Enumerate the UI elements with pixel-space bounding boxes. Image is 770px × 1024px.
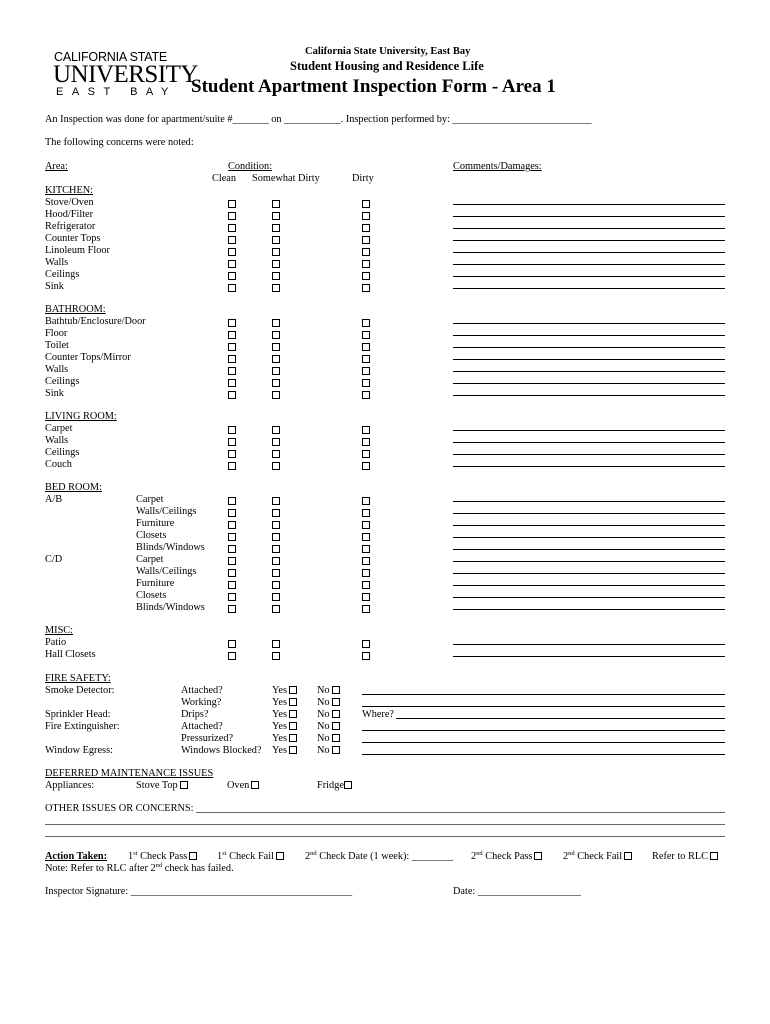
comment-line[interactable] xyxy=(453,609,725,610)
bathroom-item: Ceilings xyxy=(45,376,80,387)
comment-line[interactable] xyxy=(453,525,725,526)
condition-checkbox[interactable] xyxy=(362,652,370,660)
refer-to-rlc: Refer to RLC xyxy=(652,851,718,862)
no-option: No xyxy=(317,733,340,744)
condition-checkbox[interactable] xyxy=(272,284,280,292)
window-egress-label: Window Egress: xyxy=(45,745,113,756)
condition-header: Condition: xyxy=(228,161,273,172)
living-room-item: Walls xyxy=(45,435,69,446)
other-issues-line[interactable] xyxy=(196,812,725,813)
comment-line[interactable] xyxy=(453,240,725,241)
condition-checkbox[interactable] xyxy=(228,284,236,292)
comment-line[interactable] xyxy=(453,585,725,586)
bathroom-title: BATHROOM: xyxy=(45,304,106,315)
bedroom-cd-label: C/D xyxy=(45,554,63,565)
condition-checkbox[interactable] xyxy=(272,652,280,660)
condition-checkbox[interactable] xyxy=(362,533,370,541)
living-room-item: Ceilings xyxy=(45,447,80,458)
no-option: No xyxy=(317,685,340,696)
condition-checkbox[interactable] xyxy=(272,260,280,268)
comments-header: Comments/Damages: xyxy=(453,161,542,172)
condition-checkbox[interactable] xyxy=(362,331,370,339)
condition-checkbox[interactable] xyxy=(272,367,280,375)
misc-item: Patio xyxy=(45,637,67,648)
condition-checkbox[interactable] xyxy=(362,581,370,589)
no-option: No xyxy=(317,697,340,708)
fire-question: Attached? xyxy=(181,721,223,732)
where-label: Where? xyxy=(362,709,395,720)
yes-option: Yes xyxy=(272,745,297,756)
condition-checkbox[interactable] xyxy=(272,236,280,244)
yes-checkbox[interactable] xyxy=(289,722,297,730)
yes-checkbox[interactable] xyxy=(289,686,297,694)
bathroom-item: Bathtub/Enclosure/Door xyxy=(45,316,146,327)
bedroom-title: BED ROOM: xyxy=(45,482,102,493)
condition-checkbox[interactable] xyxy=(362,224,370,232)
bathroom-item: Walls xyxy=(45,364,69,375)
no-checkbox[interactable] xyxy=(332,746,340,754)
stove-top-checkbox[interactable] xyxy=(180,781,188,789)
condition-checkbox[interactable] xyxy=(228,509,236,517)
logo-line-3: EAST BAY xyxy=(56,86,177,98)
bathroom-item: Floor xyxy=(45,328,68,339)
second-pass-checkbox[interactable] xyxy=(534,852,542,860)
condition-checkbox[interactable] xyxy=(228,355,236,363)
fire-question: Windows Blocked? xyxy=(181,745,262,756)
condition-checkbox[interactable] xyxy=(272,581,280,589)
condition-checkbox[interactable] xyxy=(272,355,280,363)
condition-checkbox[interactable] xyxy=(228,652,236,660)
bedroom-ab-label: A/B xyxy=(45,494,63,505)
fire-comment-line[interactable] xyxy=(396,718,725,719)
living-room-item: Carpet xyxy=(45,423,73,434)
comment-line[interactable] xyxy=(453,442,725,443)
kitchen-item: Stove/Oven xyxy=(45,197,94,208)
comment-line[interactable] xyxy=(453,347,725,348)
no-checkbox[interactable] xyxy=(332,734,340,742)
fridge-option: Fridge xyxy=(317,780,352,791)
second-check-pass: 2nd Check Pass xyxy=(471,851,542,862)
kitchen-item: Sink xyxy=(45,281,64,292)
condition-checkbox[interactable] xyxy=(362,462,370,470)
yes-option: Yes xyxy=(272,697,297,708)
other-issues-line[interactable] xyxy=(45,824,725,825)
condition-checkbox[interactable] xyxy=(272,593,280,601)
condition-checkbox[interactable] xyxy=(272,557,280,565)
inspector-signature[interactable]: Inspector Signature: ___________________________________________ xyxy=(45,886,353,897)
kitchen-item: Linoleum Floor xyxy=(45,245,110,256)
comment-line[interactable] xyxy=(453,466,725,467)
yes-checkbox[interactable] xyxy=(289,710,297,718)
condition-checkbox[interactable] xyxy=(272,438,280,446)
kitchen-item: Hood/Filter xyxy=(45,209,94,220)
bedroom-item: Closets xyxy=(136,530,167,541)
condition-checkbox[interactable] xyxy=(228,640,236,648)
condition-checkbox[interactable] xyxy=(362,391,370,399)
condition-checkbox[interactable] xyxy=(362,545,370,553)
condition-checkbox[interactable] xyxy=(272,521,280,529)
comment-line[interactable] xyxy=(453,561,725,562)
condition-checkbox[interactable] xyxy=(228,605,236,613)
condition-checkbox[interactable] xyxy=(362,343,370,351)
condition-checkbox[interactable] xyxy=(272,426,280,434)
condition-checkbox[interactable] xyxy=(228,569,236,577)
condition-checkbox[interactable] xyxy=(362,272,370,280)
condition-checkbox[interactable] xyxy=(272,509,280,517)
condition-checkbox[interactable] xyxy=(228,581,236,589)
yes-checkbox[interactable] xyxy=(289,746,297,754)
bedroom-item: Carpet xyxy=(136,554,164,565)
fridge-checkbox[interactable] xyxy=(344,781,352,789)
bedroom-item: Walls/Ceilings xyxy=(136,506,197,517)
oven-checkbox[interactable] xyxy=(251,781,259,789)
condition-checkbox[interactable] xyxy=(272,533,280,541)
comment-line[interactable] xyxy=(453,644,725,645)
condition-checkbox[interactable] xyxy=(228,521,236,529)
condition-checkbox[interactable] xyxy=(228,367,236,375)
condition-checkbox[interactable] xyxy=(362,212,370,220)
condition-checkbox[interactable] xyxy=(362,640,370,648)
living-room-title: LIVING ROOM: xyxy=(45,411,117,422)
comment-line[interactable] xyxy=(453,335,725,336)
condition-checkbox[interactable] xyxy=(228,533,236,541)
condition-checkbox[interactable] xyxy=(228,593,236,601)
condition-checkbox[interactable] xyxy=(228,224,236,232)
kitchen-item: Ceilings xyxy=(45,269,80,280)
other-issues-line[interactable] xyxy=(45,836,725,837)
first-fail-checkbox[interactable] xyxy=(276,852,284,860)
condition-checkbox[interactable] xyxy=(228,426,236,434)
condition-checkbox[interactable] xyxy=(272,343,280,351)
comment-line[interactable] xyxy=(453,573,725,574)
department-name: Student Housing and Residence Life xyxy=(290,59,484,73)
condition-checkbox[interactable] xyxy=(272,450,280,458)
yes-checkbox[interactable] xyxy=(289,734,297,742)
deferred-maintenance-title: DEFERRED MAINTENANCE ISSUES xyxy=(45,768,214,779)
condition-checkbox[interactable] xyxy=(272,497,280,505)
fire-extinguisher-label: Fire Extinguisher: xyxy=(45,721,120,732)
page-title: Student Apartment Inspection Form - Area 1 xyxy=(191,76,556,97)
comment-line[interactable] xyxy=(453,513,725,514)
comment-line[interactable] xyxy=(453,597,725,598)
fire-comment-line[interactable] xyxy=(362,754,725,755)
logo-line-1: CALIFORNIA STATE xyxy=(54,50,168,64)
condition-checkbox[interactable] xyxy=(272,331,280,339)
fire-safety-title: FIRE SAFETY: xyxy=(45,673,111,684)
bedroom-item: Furniture xyxy=(136,518,175,529)
smoke-detector-label: Smoke Detector: xyxy=(45,685,115,696)
condition-checkbox[interactable] xyxy=(272,379,280,387)
no-checkbox[interactable] xyxy=(332,698,340,706)
bathroom-item: Toilet xyxy=(45,340,69,351)
condition-checkbox[interactable] xyxy=(228,319,236,327)
oven-option: Oven xyxy=(227,780,259,791)
condition-checkbox[interactable] xyxy=(228,438,236,446)
fire-comment-line[interactable] xyxy=(362,730,725,731)
condition-checkbox[interactable] xyxy=(272,319,280,327)
appliances-label: Appliances: xyxy=(45,780,95,791)
comment-line[interactable] xyxy=(453,656,725,657)
condition-checkbox[interactable] xyxy=(362,236,370,244)
comment-line[interactable] xyxy=(453,371,725,372)
comment-line[interactable] xyxy=(453,383,725,384)
yes-option: Yes xyxy=(272,685,297,696)
no-checkbox[interactable] xyxy=(332,722,340,730)
comment-line[interactable] xyxy=(453,204,725,205)
condition-checkbox[interactable] xyxy=(228,200,236,208)
second-check-date: 2nd Check Date (1 week): ________ xyxy=(305,850,454,862)
comment-line[interactable] xyxy=(453,216,725,217)
condition-checkbox[interactable] xyxy=(228,497,236,505)
condition-checkbox[interactable] xyxy=(272,248,280,256)
area-header: Area: xyxy=(45,161,68,172)
inspection-date[interactable]: Date: ____________________ xyxy=(453,886,581,897)
no-option: No xyxy=(317,745,340,756)
condition-checkbox[interactable] xyxy=(362,284,370,292)
condition-checkbox[interactable] xyxy=(362,367,370,375)
comment-line[interactable] xyxy=(453,252,725,253)
comment-line[interactable] xyxy=(453,228,725,229)
no-checkbox[interactable] xyxy=(332,710,340,718)
misc-title: MISC: xyxy=(45,625,74,636)
bedroom-item: Closets xyxy=(136,590,167,601)
yes-option: Yes xyxy=(272,709,297,720)
no-option: No xyxy=(317,709,340,720)
fire-question: Drips? xyxy=(181,709,209,720)
no-option: No xyxy=(317,721,340,732)
intro-text: An Inspection was done for apartment/suite #_______ on ___________. Inspection performed by: ___________________________ xyxy=(45,114,592,125)
fire-question: Pressurized? xyxy=(181,733,234,744)
bedroom-item: Walls/Ceilings xyxy=(136,566,197,577)
comment-line[interactable] xyxy=(453,501,725,502)
condition-checkbox[interactable] xyxy=(228,379,236,387)
condition-checkbox[interactable] xyxy=(228,462,236,470)
condition-checkbox[interactable] xyxy=(272,640,280,648)
condition-checkbox[interactable] xyxy=(362,557,370,565)
condition-checkbox[interactable] xyxy=(272,545,280,553)
kitchen-item: Walls xyxy=(45,257,69,268)
condition-checkbox[interactable] xyxy=(362,605,370,613)
condition-checkbox[interactable] xyxy=(272,605,280,613)
condition-checkbox[interactable] xyxy=(362,593,370,601)
logo-line-2: UNIVERSITY xyxy=(53,61,198,88)
condition-checkbox[interactable] xyxy=(272,212,280,220)
kitchen-item: Counter Tops xyxy=(45,233,101,244)
bathroom-item: Counter Tops/Mirror xyxy=(45,352,131,363)
bedroom-item: Blinds/Windows xyxy=(136,602,205,613)
comment-line[interactable] xyxy=(453,276,725,277)
fire-question: Attached? xyxy=(181,685,223,696)
comment-line[interactable] xyxy=(453,537,725,538)
condition-checkbox[interactable] xyxy=(362,438,370,446)
condition-checkbox[interactable] xyxy=(228,545,236,553)
bathroom-item: Sink xyxy=(45,388,64,399)
comment-line[interactable] xyxy=(453,454,725,455)
yes-checkbox[interactable] xyxy=(289,698,297,706)
comment-line[interactable] xyxy=(453,549,725,550)
comment-line[interactable] xyxy=(453,359,725,360)
refer-note: Note: Refer to RLC after 2nd check has failed. xyxy=(45,862,234,874)
condition-checkbox[interactable] xyxy=(228,212,236,220)
sprinkler-head-label: Sprinkler Head: xyxy=(45,709,111,720)
condition-checkbox[interactable] xyxy=(228,391,236,399)
condition-checkbox[interactable] xyxy=(362,509,370,517)
action-taken-label: Action Taken: xyxy=(45,851,108,862)
condition-checkbox[interactable] xyxy=(272,569,280,577)
condition-checkbox[interactable] xyxy=(228,557,236,565)
condition-checkbox[interactable] xyxy=(272,200,280,208)
condition-checkbox[interactable] xyxy=(362,319,370,327)
comment-line[interactable] xyxy=(453,323,725,324)
condition-checkbox[interactable] xyxy=(228,272,236,280)
condition-checkbox[interactable] xyxy=(362,569,370,577)
condition-checkbox[interactable] xyxy=(362,355,370,363)
comment-line[interactable] xyxy=(453,264,725,265)
org-name: California State University, East Bay xyxy=(305,46,471,57)
first-check-pass: 1st Check Pass xyxy=(128,851,197,862)
condition-checkbox[interactable] xyxy=(228,248,236,256)
condition-checkbox[interactable] xyxy=(228,343,236,351)
condition-checkbox[interactable] xyxy=(362,248,370,256)
fire-question: Working? xyxy=(181,697,222,708)
dirty-header: Dirty xyxy=(352,173,374,184)
other-issues-label: OTHER ISSUES OR CONCERNS: xyxy=(45,803,194,814)
bedroom-item: Furniture xyxy=(136,578,175,589)
fire-comment-line[interactable] xyxy=(362,742,725,743)
concerns-text: The following concerns were noted: xyxy=(45,137,194,148)
condition-checkbox[interactable] xyxy=(362,260,370,268)
condition-checkbox[interactable] xyxy=(228,331,236,339)
somewhat-dirty-header: Somewhat Dirty xyxy=(252,173,320,184)
yes-option: Yes xyxy=(272,733,297,744)
kitchen-title: KITCHEN: xyxy=(45,185,94,196)
second-check-fail: 2nd Check Fail xyxy=(563,851,632,862)
stove-top-option: Stove Top xyxy=(136,780,188,791)
condition-checkbox[interactable] xyxy=(362,497,370,505)
first-check-fail: 1st Check Fail xyxy=(217,851,284,862)
condition-checkbox[interactable] xyxy=(362,379,370,387)
condition-checkbox[interactable] xyxy=(272,224,280,232)
first-pass-checkbox[interactable] xyxy=(189,852,197,860)
condition-checkbox[interactable] xyxy=(362,426,370,434)
clean-header: Clean xyxy=(212,173,237,184)
yes-option: Yes xyxy=(272,721,297,732)
comment-line[interactable] xyxy=(453,288,725,289)
no-checkbox[interactable] xyxy=(332,686,340,694)
condition-checkbox[interactable] xyxy=(228,260,236,268)
condition-checkbox[interactable] xyxy=(272,391,280,399)
second-fail-checkbox[interactable] xyxy=(624,852,632,860)
bedroom-item: Carpet xyxy=(136,494,164,505)
condition-checkbox[interactable] xyxy=(272,272,280,280)
condition-checkbox[interactable] xyxy=(228,450,236,458)
bedroom-item: Blinds/Windows xyxy=(136,542,205,553)
comment-line[interactable] xyxy=(453,430,725,431)
fire-comment-line[interactable] xyxy=(362,694,725,695)
fire-comment-line[interactable] xyxy=(362,706,725,707)
comment-line[interactable] xyxy=(453,395,725,396)
living-room-item: Couch xyxy=(45,459,72,470)
refer-rlc-checkbox[interactable] xyxy=(710,852,718,860)
condition-checkbox[interactable] xyxy=(362,521,370,529)
misc-item: Hall Closets xyxy=(45,649,96,660)
condition-checkbox[interactable] xyxy=(362,200,370,208)
kitchen-item: Refrigerator xyxy=(45,221,96,232)
condition-checkbox[interactable] xyxy=(362,450,370,458)
condition-checkbox[interactable] xyxy=(228,236,236,244)
condition-checkbox[interactable] xyxy=(272,462,280,470)
